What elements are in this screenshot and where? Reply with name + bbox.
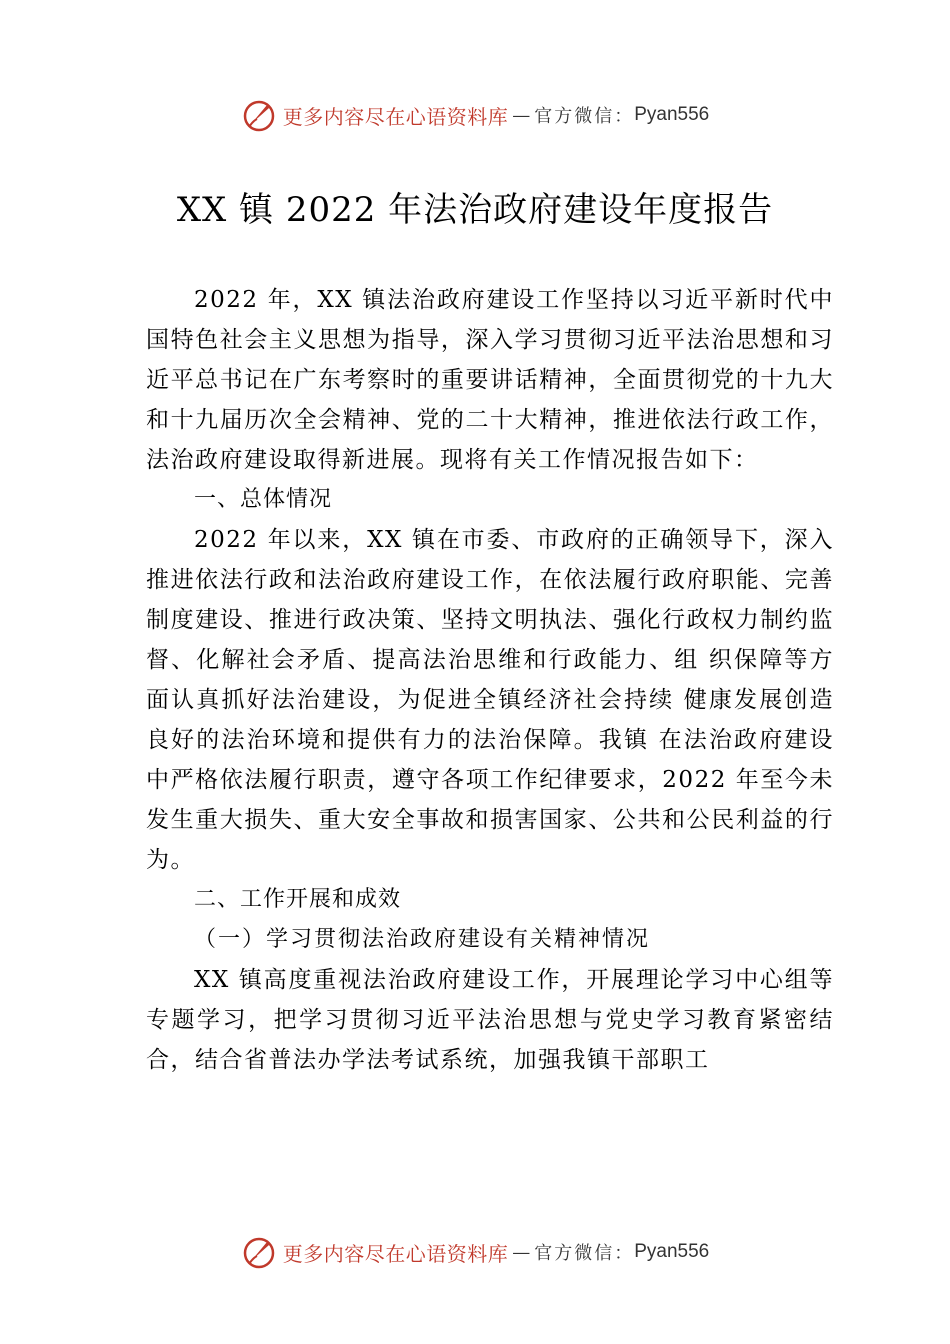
watermark-dash: — — [512, 1241, 531, 1263]
section-heading-overview: 一、总体情况 — [194, 487, 333, 512]
quill-logo-icon — [241, 97, 277, 133]
section-heading-work: 二、工作开展和成效 — [194, 887, 402, 912]
study-paragraph: XX 镇高度重视法治政府建设工作，开展理论学习中心组等专题学习，把学习贯彻习近平法治思想与党史学习教育紧密结合，结合省普法办学法考试系统，加强我镇干部职工 — [146, 967, 834, 1073]
overview-paragraph: 2022 年以来，XX 镇在市委、市政府的正确领导下，深入推进依法行政和法治政府建设工作，在依法履行政府职能、完善制度建设、推进行政决策、坚持文明执法、强化行政权力制约监督、化解社会矛盾、提高法治思维和行政能力、组 织保障等方面认真抓好法治建设，为促进全镇经济社会持续 健康发展创造良好的法治环境和提供有力的法治保障。我镇 在法治政府建设中严格依法履行职责，遵守各项工作纪律要求，2022 年至今未发生重大损失、重大安全事故和损害国家、公共和公民利益的行为。 — [146, 527, 834, 873]
watermark-wechat-id: Pyan556 — [634, 104, 710, 125]
watermark-site-name: 更多内容尽在心语资料库 — [282, 1241, 509, 1266]
header-watermark — [0, 95, 950, 135]
quill-logo-icon — [241, 1234, 277, 1270]
document-title: XX 镇 2022 年法治政府建设年度报告 — [176, 190, 774, 230]
watermark-wechat-id: Pyan556 — [634, 1241, 710, 1262]
footer-watermark — [0, 1232, 950, 1272]
intro-paragraph: 2022 年，XX 镇法治政府建设工作坚持以习近平新时代中国特色社会主义思想为指导，深入学习贯彻习近平法治思想和习近平总书记在广东考察时的重要讲话精神，全面贯彻党的十九大和十九届历次全会精神、党的二十大精神，推进依法行政工作，法治政府建设取得新进展。现将有关工作情况报告如下： — [146, 287, 834, 473]
watermark-site-name: 更多内容尽在心语资料库 — [282, 104, 509, 129]
watermark-wechat-label: 官方微信： — [534, 1243, 635, 1264]
watermark-wechat-label: 官方微信： — [534, 106, 635, 127]
subsection-heading-study: （一）学习贯彻法治政府建设有关精神情况 — [194, 927, 651, 952]
document-body — [146, 280, 834, 1080]
watermark-dash: — — [512, 104, 531, 126]
